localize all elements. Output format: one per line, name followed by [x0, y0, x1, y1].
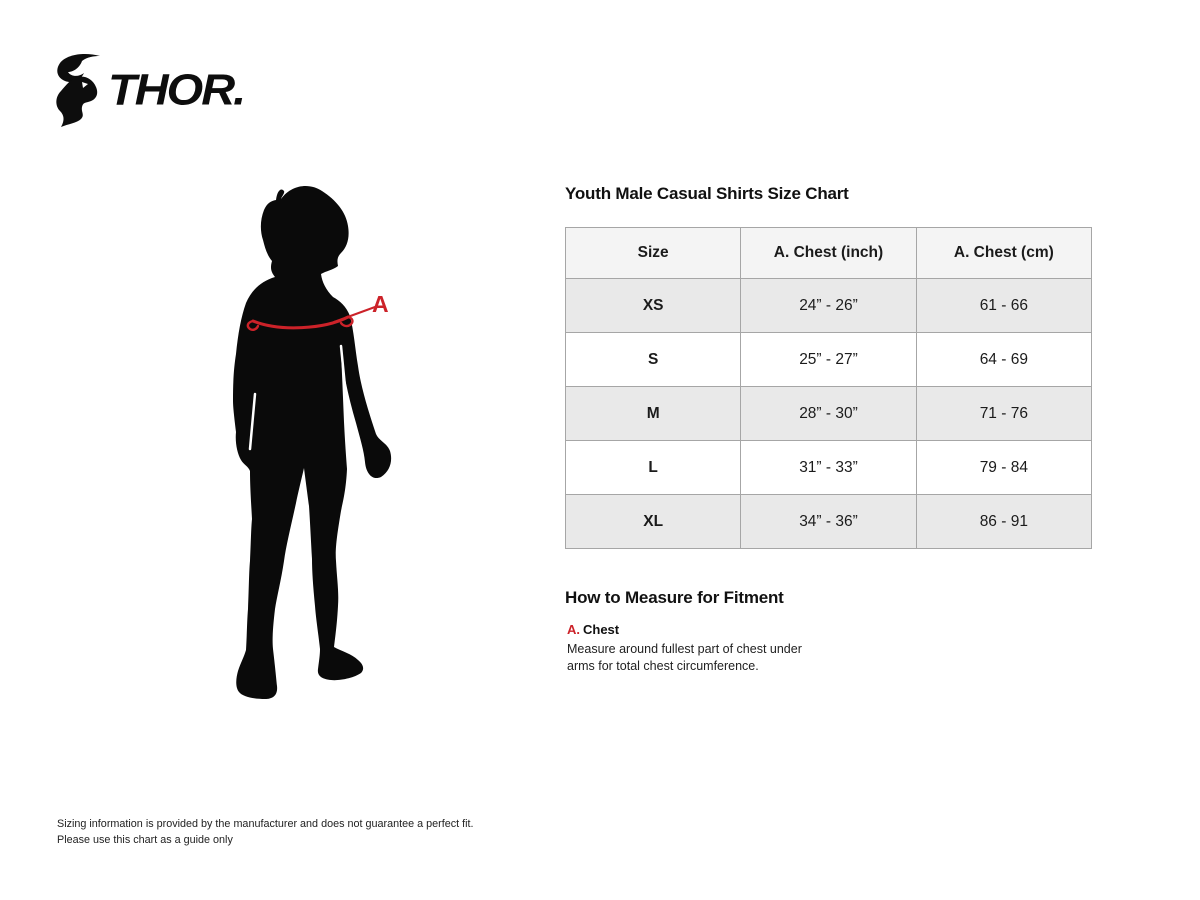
thor-goat-icon: [55, 53, 101, 127]
size-value: S: [566, 333, 741, 387]
disclaimer-line-2: Please use this chart as a guide only: [57, 833, 233, 846]
size-chart-title: Youth Male Casual Shirts Size Chart: [565, 184, 849, 203]
table-row-xs: [566, 279, 1092, 333]
column-header-chest-inch: A. Chest (inch): [741, 228, 916, 279]
brand-logo-text: THOR.: [108, 65, 245, 114]
measure-item-name: Chest: [583, 622, 620, 637]
column-header-size: Size: [566, 228, 741, 279]
column-header-chest-cm: A. Chest (cm): [916, 228, 1091, 279]
chest-cm-value: 71 - 76: [916, 387, 1091, 441]
chest-cm-value: 64 - 69: [916, 333, 1091, 387]
measure-item-letter: A.: [567, 622, 580, 637]
measure-item-chest: [567, 622, 857, 674]
size-value: XS: [566, 279, 741, 333]
chest-inch-value: 24” - 26”: [741, 279, 916, 333]
brand-logo: [55, 53, 244, 127]
chest-cm-value: 86 - 91: [916, 495, 1091, 549]
chest-inch-value: 31” - 33”: [741, 441, 916, 495]
chest-inch-value: 34” - 36”: [741, 495, 916, 549]
table-row-s: [566, 333, 1092, 387]
size-value: L: [566, 441, 741, 495]
measure-item-label: [567, 622, 857, 637]
child-silhouette: [180, 170, 440, 730]
size-value: M: [566, 387, 741, 441]
table-header-row: [566, 228, 1092, 279]
measure-item-description: Measure around fullest part of chest under arms for total chest circumference.: [567, 642, 802, 673]
chest-cm-value: 61 - 66: [916, 279, 1091, 333]
table-row-m: [566, 387, 1092, 441]
chest-cm-value: 79 - 84: [916, 441, 1091, 495]
size-value: XL: [566, 495, 741, 549]
disclaimer: [57, 817, 474, 848]
table-row-l: [566, 441, 1092, 495]
table-row-xl: [566, 495, 1092, 549]
measure-section-heading: How to Measure for Fitment: [565, 588, 784, 607]
size-chart-table: [565, 227, 1092, 549]
disclaimer-line-1: Sizing information is provided by the manufacturer and does not guarantee a perfect fit.: [57, 818, 474, 830]
chest-annotation-letter: A: [372, 291, 389, 317]
measurement-figure: [180, 170, 440, 730]
chest-inch-value: 25” - 27”: [741, 333, 916, 387]
chest-inch-value: 28” - 30”: [741, 387, 916, 441]
